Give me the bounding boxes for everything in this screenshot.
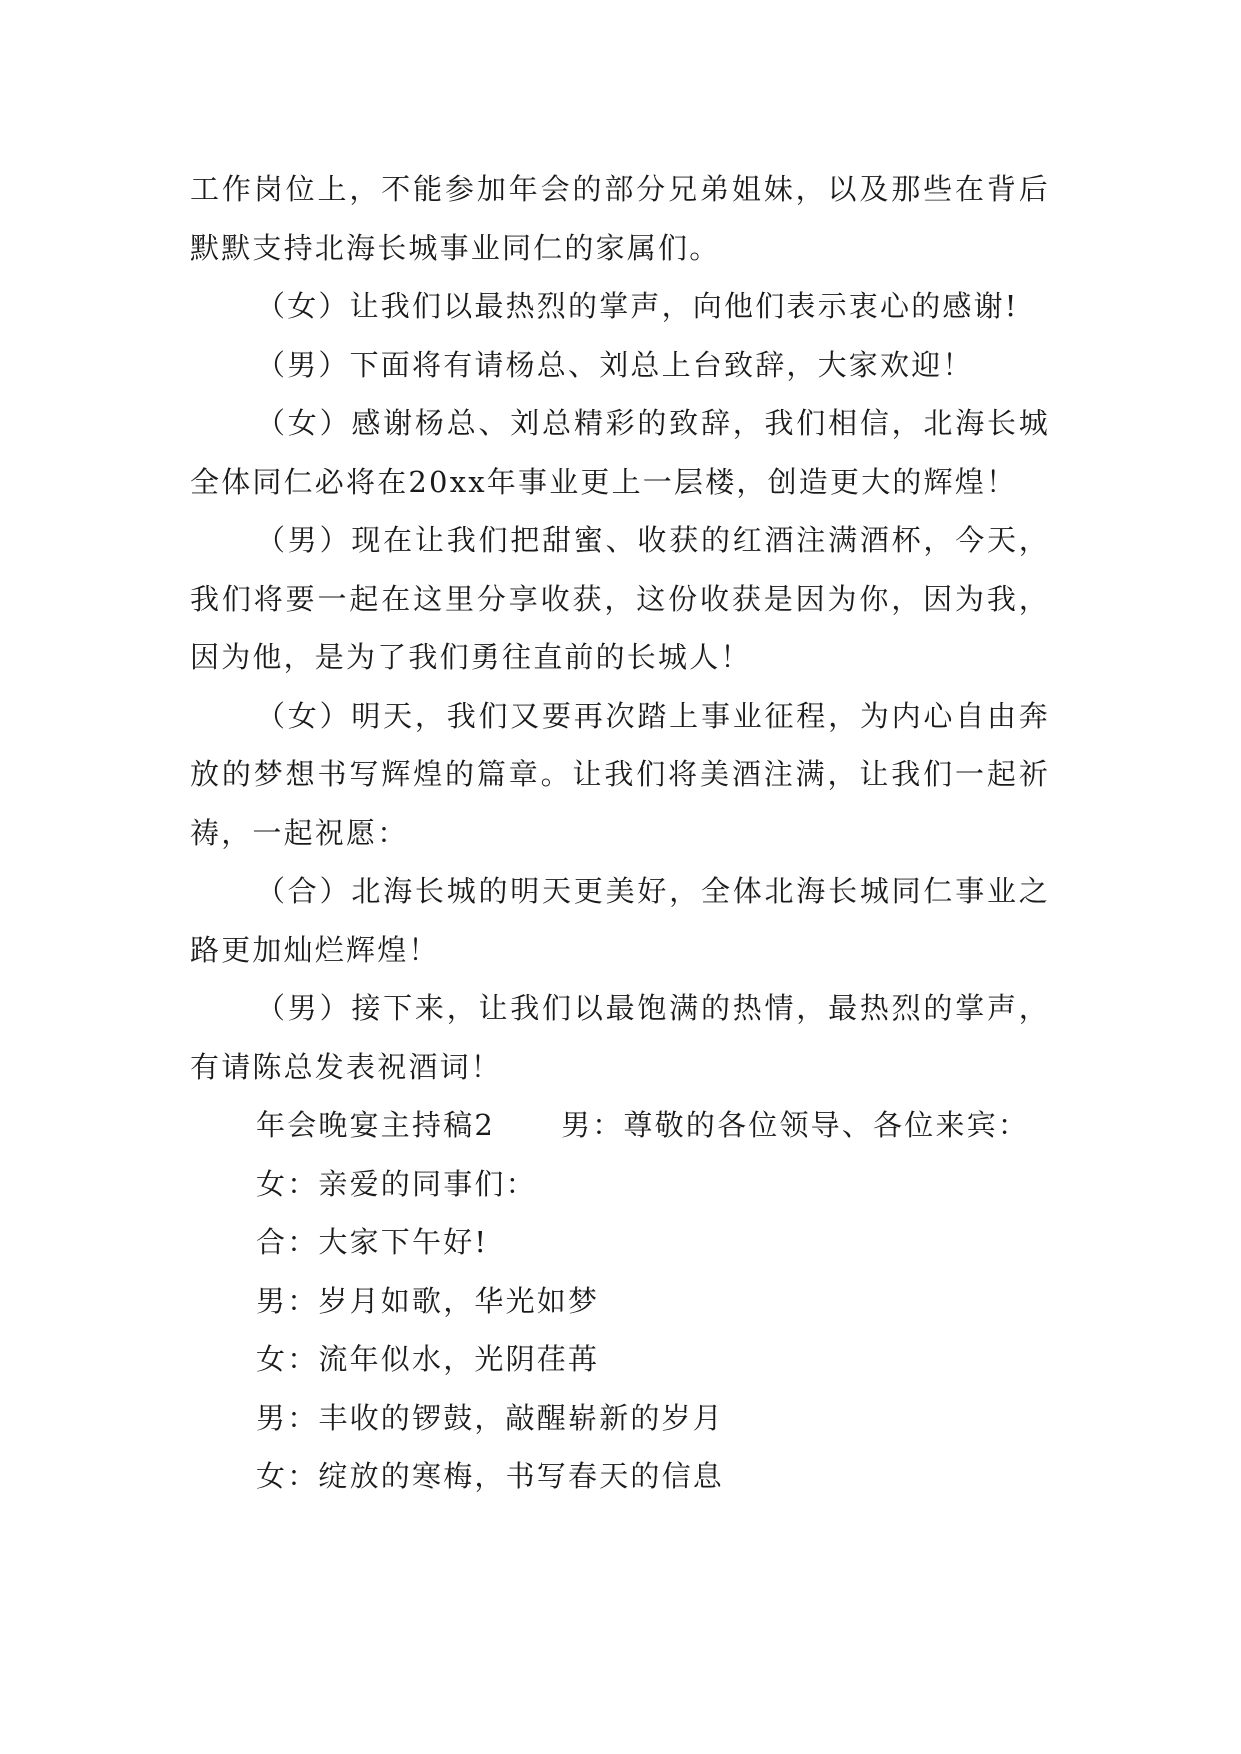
script-line: 合：大家下午好!	[256, 1225, 489, 1259]
paragraph-female-speech-thanks: （女）感谢杨总、刘总精彩的致辞，我们相信，北海长城全体同仁必将在20xx年事业更上一层楼，创造更大的辉煌！	[190, 406, 1050, 499]
paragraph-continuation: 工作岗位上，不能参加年会的部分兄弟姐妹，以及那些在背后默默支持北海长城事业同仁的家属们。	[190, 172, 1050, 265]
script-line: 女：流年似水，光阴荏苒	[256, 1342, 600, 1376]
document-body	[190, 160, 1050, 1506]
script-title-line	[190, 1096, 1050, 1155]
paragraph-male-invite-speech: （男）下面将有请杨总、刘总上台致辞，大家欢迎！	[256, 347, 974, 382]
paragraph-female-thanks: （女）让我们以最热烈的掌声，向他们表示衷心的感谢!	[256, 289, 1019, 323]
script-line: 女：绽放的寒梅，书写春天的信息	[256, 1459, 725, 1493]
paragraph-together-wish: （合）北海长城的明天更美好，全体北海长城同仁事业之路更加灿烂辉煌！	[190, 874, 1050, 967]
paragraph-male-invite-toast: （男）接下来，让我们以最饱满的热情，最热烈的掌声，有请陈总发表祝酒词！	[190, 991, 1050, 1084]
script-first-line: 男：尊敬的各位领导、各位来宾：	[561, 1108, 1030, 1142]
paragraph-female-tomorrow: （女）明天，我们又要再次踏上事业征程，为内心自由奔放的梦想书写辉煌的篇章。让我们将美酒注满，让我们一起祈祷，一起祝愿：	[190, 698, 1050, 850]
script-title: 年会晚宴主持稿2	[256, 1108, 496, 1142]
script-line: 男：丰收的锣鼓，敲醒崭新的岁月	[256, 1400, 725, 1435]
script-line: 女：亲爱的同事们：	[256, 1166, 537, 1201]
paragraph-male-toast: （男）现在让我们把甜蜜、收获的红酒注满酒杯，今天，我们将要一起在这里分享收获，这份收获是因为你，因为我，因为他，是为了我们勇往直前的长城人！	[190, 523, 1050, 674]
script-line: 男：岁月如歌，华光如梦	[256, 1283, 600, 1318]
